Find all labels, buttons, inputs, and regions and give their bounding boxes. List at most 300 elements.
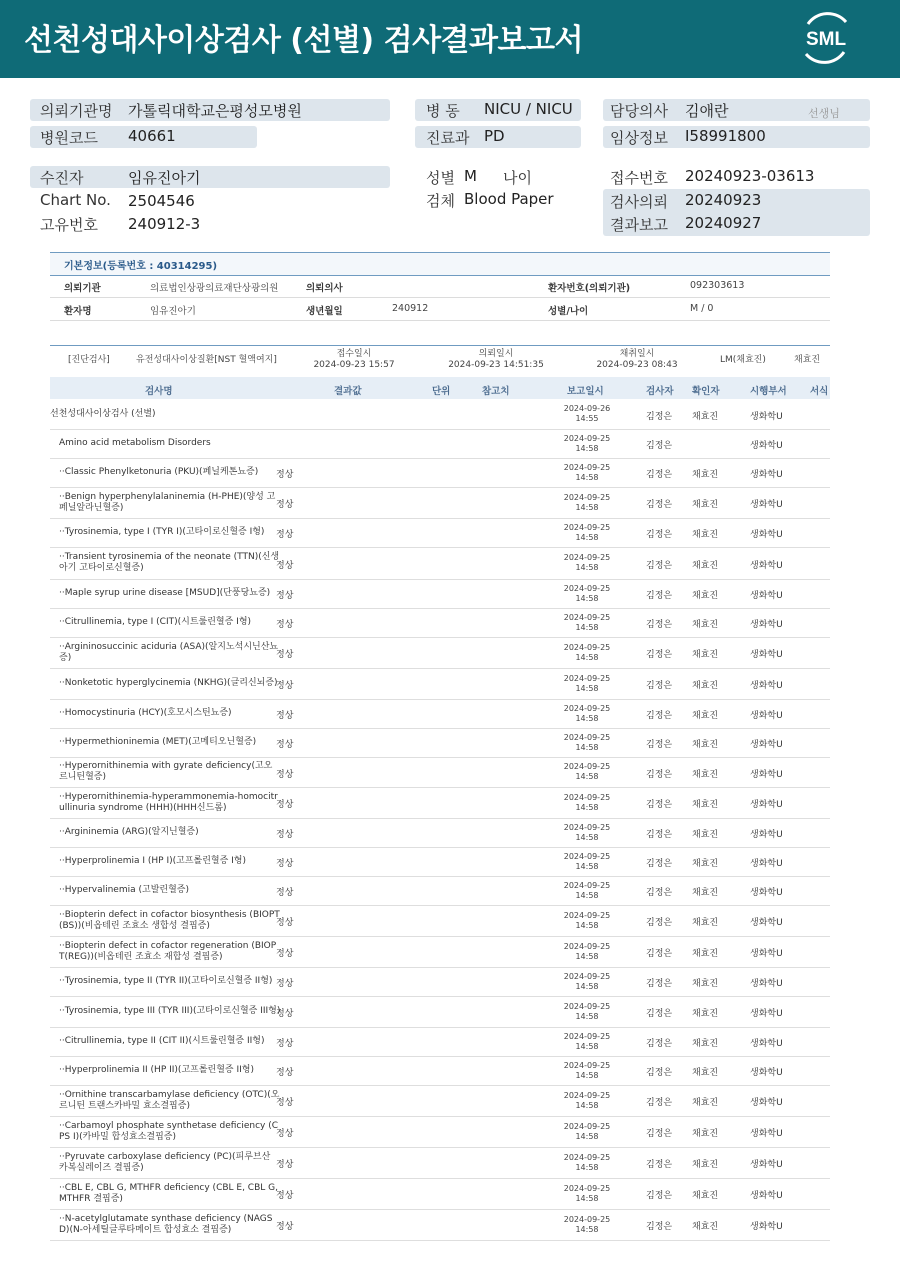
result-value: 정상 (276, 711, 294, 721)
dept-name: 생화학U (750, 859, 783, 869)
report-date: 2024-09-25 (563, 434, 611, 443)
table-row (50, 518, 830, 548)
dept-name: 생화학U (750, 770, 783, 780)
dept-name: 생화학U (750, 1009, 783, 1019)
tester-name: 김정은 (646, 591, 673, 601)
table-row (50, 458, 830, 488)
test-name: ··Citrullinemia, type II (CIT II)(시트룰린혈증 II형) (59, 1036, 265, 1046)
confirmer-name: 채효진 (692, 770, 719, 780)
table-row (50, 637, 830, 669)
tester-name: 김정은 (646, 441, 673, 451)
dept-label: 진료과 (426, 129, 470, 147)
confirmer-name: 채효진 (692, 711, 719, 721)
report-datetime (555, 1122, 619, 1142)
dept-name: 생화학U (750, 470, 783, 480)
tester-name: 김정은 (646, 1098, 673, 1108)
table-row (50, 757, 830, 788)
result-value: 정상 (276, 918, 294, 928)
confirmer-name: 채효진 (692, 681, 719, 691)
name-label: 환자명 (64, 306, 92, 317)
result-value: 정상 (276, 949, 294, 959)
dept-name: 생화학U (750, 620, 783, 630)
receipt-time: 접수일시 2024-09-23 15:57 (313, 349, 395, 370)
confirmer-name: 채효진 (692, 591, 719, 601)
tester-name: 김정은 (646, 500, 673, 510)
table-row (50, 787, 830, 819)
confirmer-name: 채효진 (692, 530, 719, 540)
report-datetime (555, 823, 619, 843)
sex-value: M (464, 167, 477, 185)
confirmer-name: 채효진 (692, 1160, 719, 1170)
report-date: 2024-09-25 (563, 523, 611, 532)
confirmer-name: 채효진 (692, 800, 719, 810)
dept-name: 생화학U (750, 949, 783, 959)
dept-name: 생화학U (750, 591, 783, 601)
test-name: ··Argininemia (ARG)(알지닌혈증) (59, 827, 199, 837)
report-title: 선천성대사이상검사 (선별) 검사결과보고서 (24, 23, 583, 58)
report-date: 2024-09-25 (563, 852, 611, 861)
doc-label: 의뢰의사 (306, 283, 343, 294)
table-row (50, 905, 830, 937)
confirmer-name: 채효진 (692, 1039, 719, 1049)
report-time: 14:58 (575, 743, 599, 752)
test-name: ··Transient tyrosinemia of the neonate (TTN)(신생아기 고타이로신혈증) (59, 552, 280, 573)
receipt-label: 접수번호 (610, 169, 668, 187)
report-date: 2024-09-25 (563, 1091, 611, 1100)
clinical-label: 임상정보 (610, 129, 668, 147)
dept-name: 생화학U (750, 530, 783, 540)
report-date: 2024-09-25 (563, 881, 611, 890)
report-datetime (555, 584, 619, 604)
tester-name: 김정은 (646, 888, 673, 898)
doctor-label: 담당의사 (610, 102, 668, 120)
tester-name: 김정은 (646, 918, 673, 928)
table-row (50, 996, 830, 1028)
table-row (50, 668, 830, 700)
result-value: 정상 (276, 620, 294, 630)
report-datetime (555, 613, 619, 633)
report-datetime (555, 1032, 619, 1052)
test-name: ··Tyrosinemia, type II (TYR II)(고타이로신혈증 II형) (59, 976, 273, 986)
report-datetime (555, 553, 619, 573)
report-datetime (555, 1002, 619, 1022)
result-value: 정상 (276, 530, 294, 540)
col-report: 보고일시 (567, 386, 604, 397)
result-value: 정상 (276, 1009, 294, 1019)
test-header (50, 345, 830, 376)
col-ref: 참고치 (482, 386, 510, 397)
report-time: 14:58 (575, 444, 599, 453)
result-value: 정상 (276, 1098, 294, 1108)
confirmer-name: 채효진 (692, 412, 719, 422)
column-header (50, 377, 830, 399)
report-datetime (555, 911, 619, 931)
test-name: ··Homocystinuria (HCY)(호모시스틴뇨증) (59, 708, 232, 718)
dept-name: 생화학U (750, 979, 783, 989)
result-value: 정상 (276, 561, 294, 571)
result-value: 정상 (276, 470, 294, 480)
report-date: 2024-09-25 (563, 493, 611, 502)
report-date: 2024-09-25 (563, 1032, 611, 1041)
patient-box (30, 166, 390, 188)
birth-value: 240912 (392, 303, 429, 314)
col-result: 결과값 (334, 386, 362, 397)
unique-label: 고유번호 (40, 216, 98, 234)
test-name: Amino acid metabolism Disorders (59, 438, 211, 448)
org-value: 의료법인상광의료재단상광의원 (150, 283, 279, 294)
tester-name: 김정은 (646, 1068, 673, 1078)
table-row (50, 967, 830, 997)
result-value: 정상 (276, 1160, 294, 1170)
col-unit: 단위 (432, 386, 451, 397)
tester-name: 김정은 (646, 1191, 673, 1201)
report-date: 2024-09-25 (563, 911, 611, 920)
confirmer-name: 채효진 (692, 620, 719, 630)
report-date: 2024-09-26 (563, 404, 611, 413)
report-datetime (555, 1153, 619, 1173)
dept-name: 생화학U (750, 1068, 783, 1078)
tester-name: 김정은 (646, 650, 673, 660)
ward-label: 병 동 (426, 102, 460, 120)
table-row (50, 876, 830, 906)
col-name: 검사명 (145, 386, 173, 397)
table-row (50, 1056, 830, 1086)
report-datetime (555, 1091, 619, 1111)
svg-text:SML: SML (805, 29, 847, 50)
report-datetime (555, 733, 619, 753)
report-datetime (555, 1215, 619, 1235)
test-name: ··N-acetylglutamate synthase deficiency (NAGSD)(N-아세틸글루타메이트 합성효소 결핍증) (59, 1214, 273, 1235)
report-time: 14:58 (575, 1101, 599, 1110)
tester-name: 김정은 (646, 859, 673, 869)
result-value: 정상 (276, 1222, 294, 1232)
report-time: 14:58 (575, 952, 599, 961)
report-date: 2024-09-25 (563, 1122, 611, 1131)
confirmer-name: 채효진 (692, 1191, 719, 1201)
report-time: 14:58 (575, 1163, 599, 1172)
result-value: 정상 (276, 1068, 294, 1078)
report-time: 14:58 (575, 473, 599, 482)
report-datetime (555, 643, 619, 663)
tester-name: 김정은 (646, 1009, 673, 1019)
report-datetime (555, 523, 619, 543)
specimen-value: Blood Paper (464, 190, 554, 208)
report-date: 2024-09-25 (563, 942, 611, 951)
diag-label: [진단검사] (68, 355, 110, 365)
report-time: 14:58 (575, 563, 599, 572)
dept-name: 생화학U (750, 441, 783, 451)
report-time: 14:58 (575, 503, 599, 512)
unique-value: 240912-3 (128, 215, 201, 233)
report-time: 14:58 (575, 1071, 599, 1080)
dept-name: 생화학U (750, 561, 783, 571)
doctor-suffix: 선생님 (808, 107, 840, 120)
table-row (50, 1209, 830, 1241)
chart-value: 2504546 (128, 192, 195, 210)
report-time: 14:58 (575, 1194, 599, 1203)
test-name: ··Tyrosinemia, type III (TYR III)(고타이로신혈증 III형) (59, 1006, 281, 1016)
table-row (50, 1178, 830, 1210)
table-row (50, 487, 830, 519)
ward-value: NICU / NICU (484, 100, 573, 118)
result-value: 정상 (276, 800, 294, 810)
col-confirm: 확인자 (692, 386, 720, 397)
dept-value: PD (484, 127, 505, 145)
chart-label: Chart No. (40, 191, 111, 209)
report-date: 2024-09-25 (563, 823, 611, 832)
report-date: 2024-09-25 (563, 972, 611, 981)
report-time: 14:58 (575, 1225, 599, 1234)
result-value: 정상 (276, 681, 294, 691)
tester-name: 김정은 (646, 740, 673, 750)
tester-name: 김정은 (646, 979, 673, 989)
report-date: 2024-09-25 (563, 613, 611, 622)
confirmer-name: 채효진 (692, 740, 719, 750)
report-date: 2024-09-25 (563, 762, 611, 771)
report-date: 2024-09-25 (563, 1215, 611, 1224)
test-name: ··Classic Phenylketonuria (PKU)(페닐케톤뇨증) (59, 467, 259, 477)
result-value: 정상 (276, 859, 294, 869)
sexage-value: M / 0 (690, 303, 714, 314)
dept-name: 생화학U (750, 1222, 783, 1232)
report-header (0, 0, 900, 78)
hospital-label: 의뢰기관명 (40, 102, 113, 120)
lm-label: LM(채효진) (720, 355, 766, 365)
result-value: 정상 (276, 650, 294, 660)
report-date: 2024-09-25 (563, 674, 611, 683)
org-label: 의뢰기관 (64, 283, 101, 294)
confirmer-name: 채효진 (692, 650, 719, 660)
report-datetime (555, 972, 619, 992)
table-row (50, 699, 830, 729)
table-row (50, 936, 830, 968)
report-time: 14:58 (575, 1132, 599, 1141)
report-time: 14:58 (575, 594, 599, 603)
confirmer-name: 채효진 (692, 470, 719, 480)
report-date: 2024-09-25 (563, 643, 611, 652)
confirmer-name: 채효진 (692, 888, 719, 898)
report-date: 2024-09-25 (563, 1061, 611, 1070)
report-time: 14:58 (575, 833, 599, 842)
table-row (50, 847, 830, 877)
sml-logo (796, 10, 856, 66)
report-time: 14:58 (575, 772, 599, 781)
collect-time: 채취일시 2024-09-23 08:43 (596, 349, 678, 370)
report-time: 14:58 (575, 921, 599, 930)
report-datetime (555, 434, 619, 454)
basic-info-row-1 (50, 275, 830, 298)
result-value: 정상 (276, 888, 294, 898)
test-name: ··Biopterin defect in cofactor regeneration (BIOPT(REG))(비옵테린 조효소 재합성 결핍증) (59, 941, 277, 962)
report-date: 2024-09-25 (563, 1002, 611, 1011)
dept-name: 생화학U (750, 500, 783, 510)
confirmer-name: 채효진 (692, 949, 719, 959)
report-time: 14:58 (575, 1042, 599, 1051)
confirmer-name: 채효진 (692, 859, 719, 869)
result-value: 정상 (276, 1129, 294, 1139)
dept-name: 생화학U (750, 918, 783, 928)
table-row (50, 429, 830, 459)
report-time: 14:58 (575, 982, 599, 991)
tester-name: 김정은 (646, 561, 673, 571)
basic-info-title-bar (50, 252, 830, 276)
table-row (50, 547, 830, 580)
table-row (50, 399, 830, 430)
test-name: ··Nonketotic hyperglycinemia (NKHG)(글리신뇌증) (59, 678, 278, 688)
report-value: 20240927 (685, 214, 762, 232)
dept-name: 생화학U (750, 1191, 783, 1201)
test-name: ··CBL E, CBL G, MTHFR deficiency (CBL E, CBL G, MTHFR 결핍증) (59, 1183, 278, 1204)
sexage-label: 성별/나이 (548, 306, 589, 317)
dept-name: 생화학U (750, 1129, 783, 1139)
basic-info-row-2 (50, 298, 830, 321)
tester-name: 김정은 (646, 711, 673, 721)
code-value: 40661 (128, 127, 176, 145)
tester-name: 김정은 (646, 620, 673, 630)
dept-name: 생화학U (750, 1160, 783, 1170)
confirmer-name: 채효진 (692, 1009, 719, 1019)
report-datetime (555, 942, 619, 962)
dept-name: 생화학U (750, 1039, 783, 1049)
request-time: 의뢰일시 2024-09-23 14:51:35 (448, 349, 544, 370)
test-name: ··Carbamoyl phosphate synthetase deficiency (CPS I)(카바밀 합성효소결핍증) (59, 1121, 279, 1142)
age-label: 나이 (503, 169, 532, 187)
confirmer-name: 채효진 (692, 500, 719, 510)
test-name: ··Pyruvate carboxylase deficiency (PC)(피루브산 카복실레이즈 결핍증) (59, 1152, 271, 1173)
tester-name: 김정은 (646, 949, 673, 959)
test-name: ··Citrullinemia, type I (CIT)(시트룰린혈증 I형) (59, 617, 252, 627)
report-time: 14:58 (575, 862, 599, 871)
tester-name: 김정은 (646, 1222, 673, 1232)
name-value: 임유진아기 (150, 306, 196, 317)
test-name: ··Maple syrup urine disease [MSUD](단풍당뇨증) (59, 588, 271, 598)
dept-name: 생화학U (750, 800, 783, 810)
table-row (50, 1027, 830, 1057)
report-date: 2024-09-25 (563, 1184, 611, 1193)
report-datetime (555, 493, 619, 513)
dept-name: 생화학U (750, 711, 783, 721)
test-name: ··Hypervalinemia (고발린혈증) (59, 885, 189, 895)
code-label: 병원코드 (40, 129, 98, 147)
birth-label: 생년월일 (306, 306, 343, 317)
confirmer-name: 채효진 (692, 830, 719, 840)
table-row (50, 818, 830, 848)
signer-label: 채효진 (794, 355, 821, 365)
tester-name: 김정은 (646, 830, 673, 840)
tester-name: 김정은 (646, 800, 673, 810)
test-name: ··Benign hyperphenylalaninemia (H-PHE)(양성 고페닐알라닌혈증) (59, 492, 276, 513)
report-datetime (555, 463, 619, 483)
report-label: 결과보고 (610, 216, 668, 234)
report-datetime (555, 704, 619, 724)
confirmer-name: 채효진 (692, 918, 719, 928)
result-value: 정상 (276, 830, 294, 840)
dept-name: 생화학U (750, 830, 783, 840)
report-datetime (555, 762, 619, 782)
dept-name: 생화학U (750, 681, 783, 691)
table-row (50, 1116, 830, 1148)
result-value: 정상 (276, 770, 294, 780)
test-name: ··Hypermethioninemia (MET)(고메티오닌혈증) (59, 737, 257, 747)
report-time: 14:58 (575, 714, 599, 723)
confirmer-name: 채효진 (692, 1222, 719, 1232)
panel-label: 유전성대사이상질환[NST 혈액여지] (136, 355, 277, 365)
table-row (50, 579, 830, 609)
confirmer-name: 채효진 (692, 1098, 719, 1108)
col-format: 서식 (810, 386, 829, 397)
report-time: 14:58 (575, 684, 599, 693)
report-date: 2024-09-25 (563, 1153, 611, 1162)
result-value: 정상 (276, 740, 294, 750)
test-name: ··Hyperornithinemia-hyperammonemia-homocitrullinuria syndrome (HHH)(HHH신드롬) (59, 792, 278, 813)
test-name: 선천성대사이상검사 (선별) (50, 409, 156, 419)
basic-info-title: 기본정보(등록번호 : 40314295) (64, 261, 218, 272)
pno-value: 092303613 (690, 280, 745, 291)
result-value: 정상 (276, 500, 294, 510)
report-datetime (555, 1061, 619, 1081)
report-datetime (555, 881, 619, 901)
patient-label: 수진자 (40, 169, 84, 187)
tester-name: 김정은 (646, 1039, 673, 1049)
confirmer-name: 채효진 (692, 979, 719, 989)
col-tester: 검사자 (646, 386, 674, 397)
report-date: 2024-09-25 (563, 704, 611, 713)
report-time: 14:58 (575, 533, 599, 542)
tester-name: 김정은 (646, 412, 673, 422)
tester-name: 김정은 (646, 770, 673, 780)
request-label: 검사의뢰 (610, 193, 668, 211)
tester-name: 김정은 (646, 1160, 673, 1170)
tester-name: 김정은 (646, 470, 673, 480)
test-name: ··Biopterin defect in cofactor biosynthesis (BIOPT(BS))(비옵테린 조효소 생합성 결핍증) (59, 910, 280, 931)
report-datetime (555, 404, 619, 424)
result-value: 정상 (276, 979, 294, 989)
dept-name: 생화학U (750, 412, 783, 422)
report-datetime (555, 793, 619, 813)
dept-name: 생화학U (750, 650, 783, 660)
confirmer-name: 채효진 (692, 1129, 719, 1139)
report-time: 14:58 (575, 803, 599, 812)
receipt-value: 20240923-03613 (685, 167, 815, 185)
report-time: 14:55 (575, 414, 599, 423)
result-value: 정상 (276, 1191, 294, 1201)
report-datetime (555, 1184, 619, 1204)
hospital-value: 가톨릭대학교은평성모병원 (128, 102, 302, 120)
test-name: ··Hyperprolinemia I (HP I)(고프롤린혈증 I형) (59, 856, 247, 866)
sex-label: 성별 (426, 169, 455, 187)
table-row (50, 1147, 830, 1179)
col-dept: 시행부서 (750, 386, 787, 397)
dept-name: 생화학U (750, 1098, 783, 1108)
report-date: 2024-09-25 (563, 584, 611, 593)
report-time: 14:58 (575, 1012, 599, 1021)
test-name: ··Argininosuccinic aciduria (ASA)(알지노석시닌산뇨증) (59, 642, 279, 663)
report-date: 2024-09-25 (563, 553, 611, 562)
test-name: ··Tyrosinemia, type I (TYR I)(고타이로신혈증 I형) (59, 527, 265, 537)
table-row (50, 1085, 830, 1117)
tester-name: 김정은 (646, 530, 673, 540)
table-row (50, 728, 830, 758)
request-value: 20240923 (685, 191, 762, 209)
dept-name: 생화학U (750, 740, 783, 750)
report-time: 14:58 (575, 653, 599, 662)
report-date: 2024-09-25 (563, 463, 611, 472)
confirmer-name: 채효진 (692, 1068, 719, 1078)
report-date: 2024-09-25 (563, 793, 611, 802)
specimen-label: 검체 (426, 192, 455, 210)
doctor-value: 김애란 (685, 102, 729, 120)
test-name: ··Hyperornithinemia with gyrate deficiency(고오르니틴혈증) (59, 761, 273, 782)
